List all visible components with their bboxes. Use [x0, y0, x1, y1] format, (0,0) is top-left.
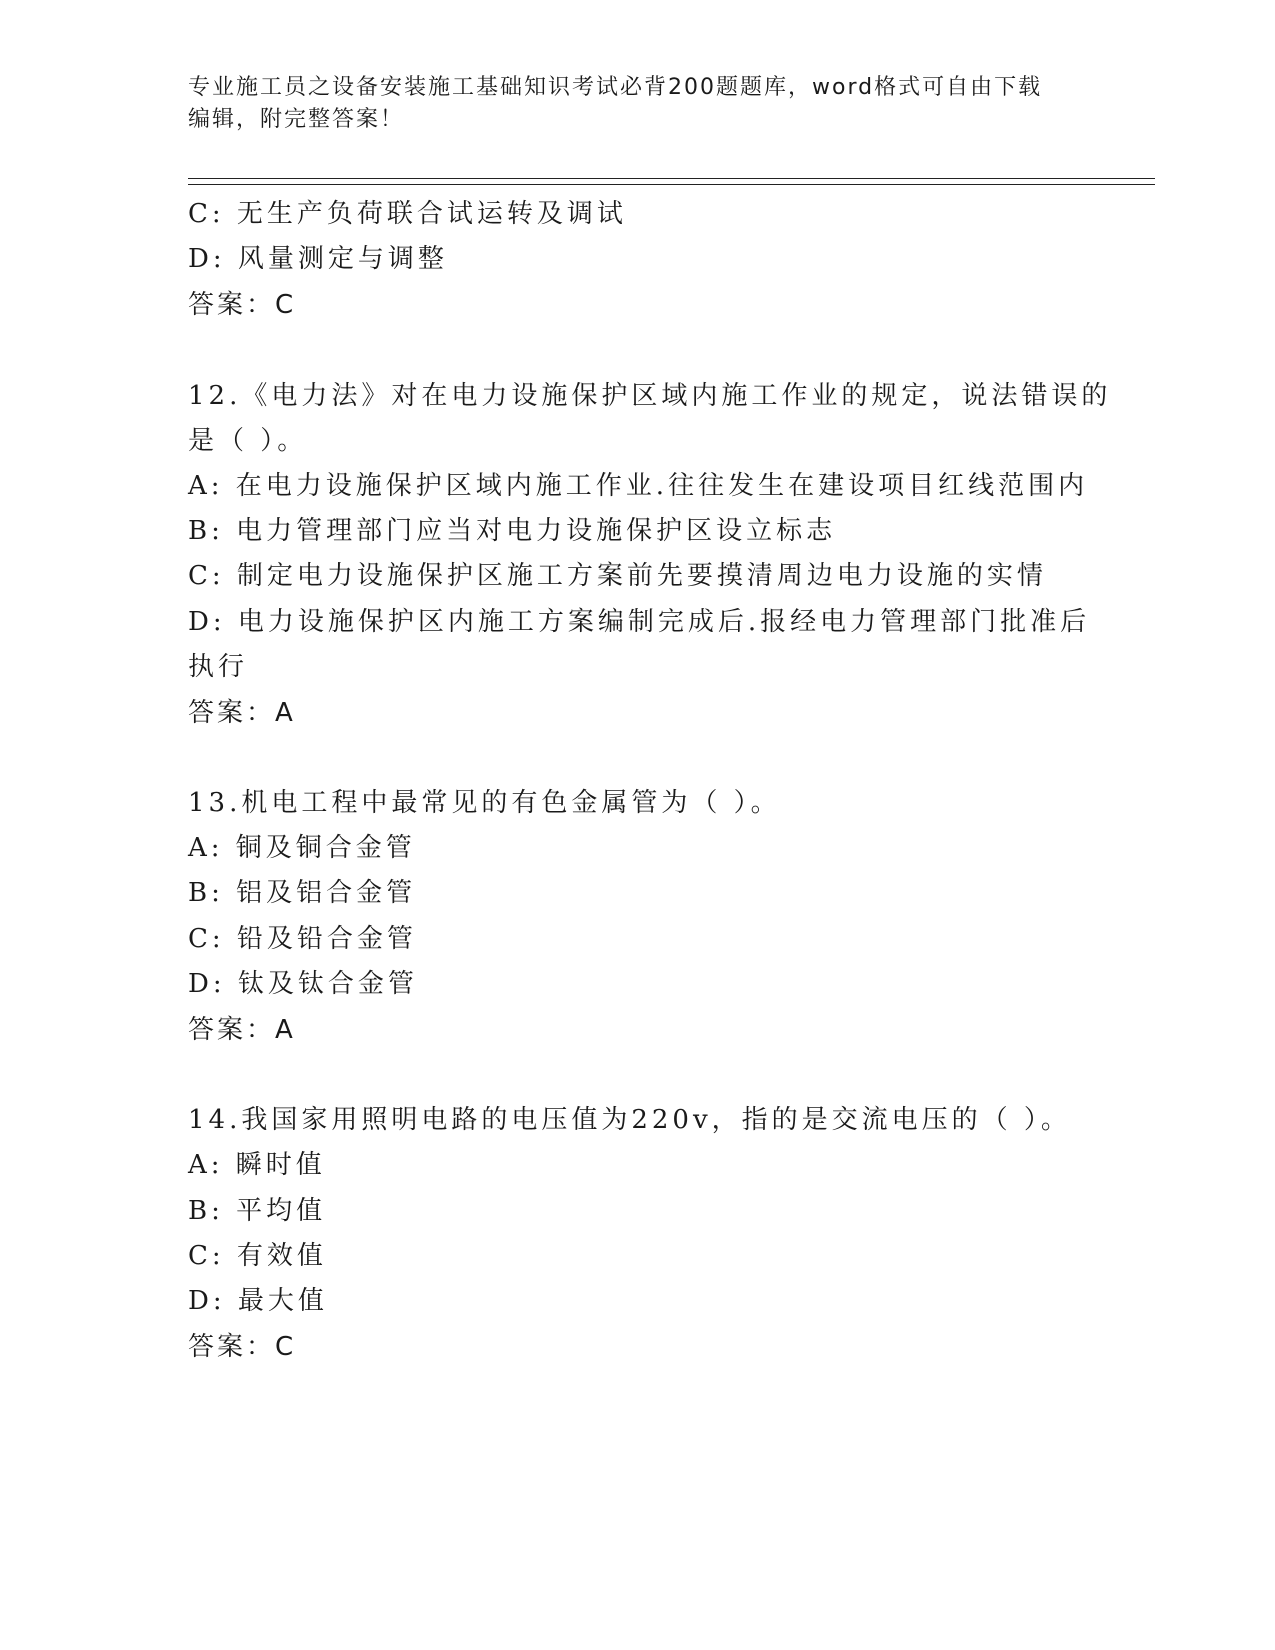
header-line-2: 编辑，附完整答案！ — [188, 107, 405, 132]
option-line: C: 有效值 — [188, 1241, 327, 1271]
option-line: 执行 — [188, 652, 249, 682]
option-line: D: 钛及钛合金管 — [188, 969, 418, 999]
document-header — [188, 72, 1088, 136]
header-divider-bottom — [188, 184, 1155, 185]
answer-line: 答案：A — [188, 1015, 296, 1045]
header-divider-top — [188, 178, 1155, 179]
option-line: D: 风量测定与调整 — [188, 244, 448, 274]
option-line: C: 无生产负荷联合试运转及调试 — [188, 199, 627, 229]
question-text: 12.《电力法》对在电力设施保护区域内施工作业的规定，说法错误的 — [188, 381, 1112, 411]
option-line: D: 最大值 — [188, 1286, 328, 1316]
option-line: B: 电力管理部门应当对电力设施保护区设立标志 — [188, 516, 837, 546]
question-text: 是（ ）。 — [188, 426, 308, 456]
answer-line: 答案：C — [188, 290, 297, 320]
answer-line: 答案：C — [188, 1332, 297, 1362]
option-line: C: 铅及铅合金管 — [188, 924, 417, 954]
header-line-1: 专业施工员之设备安装施工基础知识考试必背200题题库，word格式可自由下载 — [188, 75, 1043, 100]
question-text: 13.机电工程中最常见的有色金属管为（ ）。 — [188, 788, 781, 818]
option-line: A: 铜及铜合金管 — [188, 833, 416, 863]
option-line: A: 在电力设施保护区域内施工作业.往往发生在建设项目红线范围内 — [188, 471, 1089, 501]
option-line: C: 制定电力设施保护区施工方案前先要摸清周边电力设施的实情 — [188, 561, 1047, 591]
option-line: B: 平均值 — [188, 1196, 327, 1226]
option-line: A: 瞬时值 — [188, 1150, 326, 1180]
option-line: B: 铝及铝合金管 — [188, 878, 417, 908]
question-text: 14.我国家用照明电路的电压值为220v，指的是交流电压的（ ）。 — [188, 1105, 1071, 1135]
option-line: D: 电力设施保护区内施工方案编制完成后.报经电力管理部门批准后 — [188, 607, 1091, 637]
answer-line: 答案：A — [188, 698, 296, 728]
